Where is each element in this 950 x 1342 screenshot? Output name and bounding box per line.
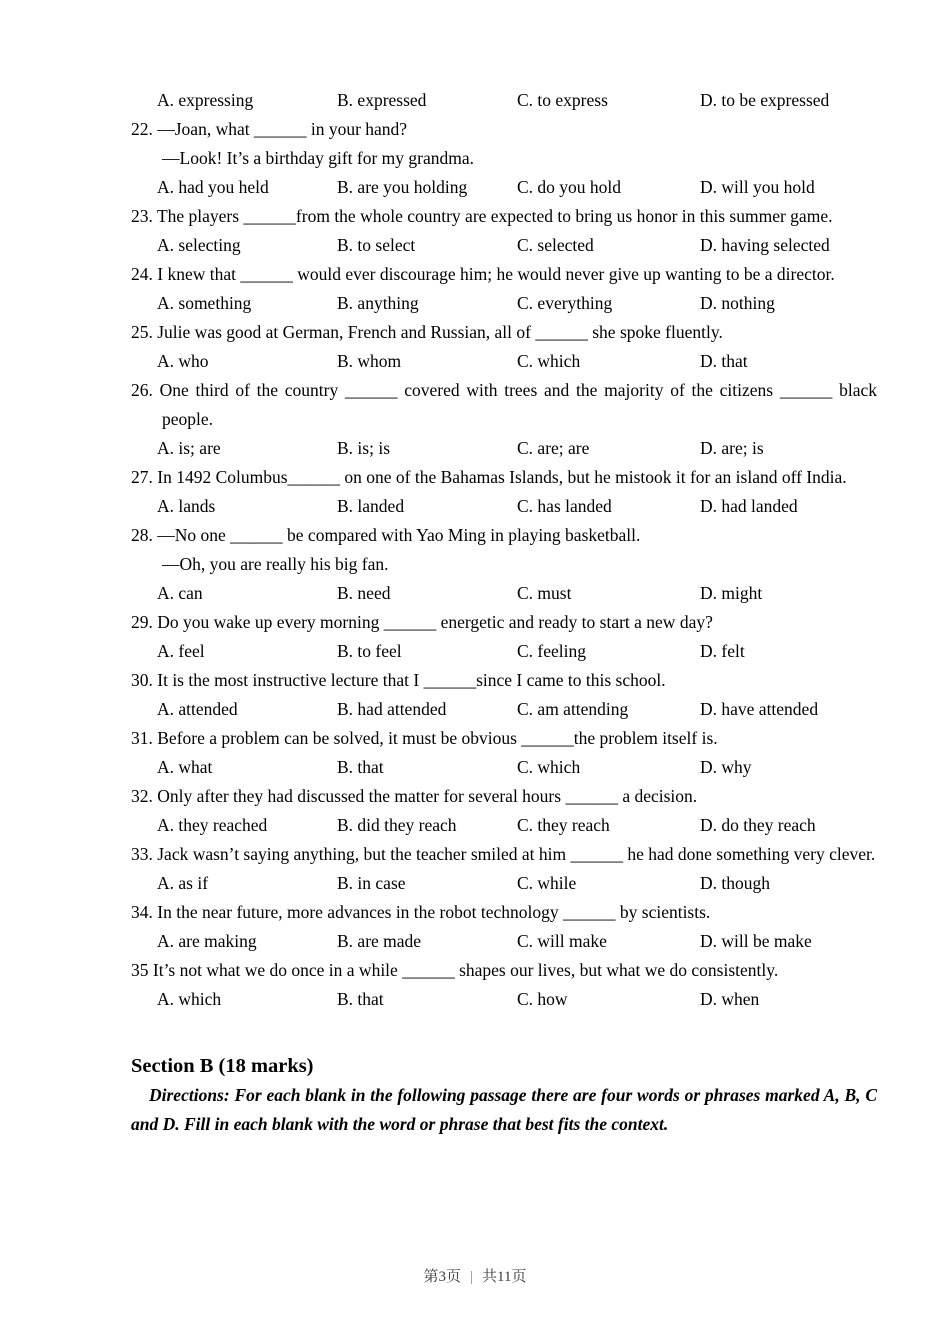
- question-number: 26.: [131, 380, 153, 400]
- question-number: 31.: [131, 728, 153, 748]
- stem-line: It is the most instructive lecture that I ______since I came to this school.: [157, 670, 666, 690]
- stem-line: In the near future, more advances in the robot technology ______ by scientists.: [157, 902, 711, 922]
- question-number: 23.: [131, 206, 153, 226]
- option-d: D. though: [700, 873, 770, 893]
- options-row: [157, 869, 877, 898]
- option-d: D. when: [700, 989, 760, 1009]
- option-d: D. to be expressed: [700, 90, 830, 110]
- question-number: 24.: [131, 264, 153, 284]
- question-number: 27.: [131, 467, 153, 487]
- question-number: 34.: [131, 902, 153, 922]
- option-c: C. do you hold: [517, 177, 622, 197]
- option-c: C. to express: [517, 90, 608, 110]
- option-b: B. that: [337, 989, 384, 1009]
- option-a: A. feel: [157, 641, 205, 661]
- option-d: D. do they reach: [700, 815, 816, 835]
- question-number: 30.: [131, 670, 153, 690]
- option-b: B. landed: [337, 496, 405, 516]
- question-stem: [131, 376, 877, 434]
- options-row: [157, 492, 877, 521]
- option-c: C. are; are: [517, 438, 590, 458]
- question-number: 32.: [131, 786, 153, 806]
- stem-line: Jack wasn’t saying anything, but the teacher smiled at him ______ he had done something very clever.: [157, 844, 876, 864]
- question-stem: [131, 521, 877, 579]
- options-row: [157, 811, 877, 840]
- option-b: B. are you holding: [337, 177, 468, 197]
- option-c: C. while: [517, 873, 577, 893]
- question-number: 35: [131, 960, 149, 980]
- question-number: 33.: [131, 844, 153, 864]
- stem-line: —Oh, you are really his big fan.: [162, 554, 389, 574]
- stem-line: Julie was good at German, French and Russian, all of ______ she spoke fluently.: [157, 322, 723, 342]
- option-b: B. need: [337, 583, 391, 603]
- section-b-directions: Directions: For each blank in the following passage there are four words or phrases marked A, B, C and D. Fill in each blank with the word or phrase that best fits the context.: [131, 1085, 877, 1134]
- option-a: A. can: [157, 583, 203, 603]
- question-stem: [131, 115, 877, 173]
- question-stem: [131, 724, 877, 753]
- option-b: B. are made: [337, 931, 422, 951]
- question-stem: [131, 956, 877, 985]
- options-row: [157, 86, 877, 115]
- stem-line: Before a problem can be solved, it must be obvious ______the problem itself is.: [157, 728, 718, 748]
- stem-line: Do you wake up every morning ______ energetic and ready to start a new day?: [157, 612, 713, 632]
- footer-total-pages: 共11页: [482, 1269, 527, 1285]
- option-a: A. who: [157, 351, 209, 371]
- question-stem: [131, 898, 877, 927]
- question-stem: [131, 260, 877, 289]
- page-footer: [0, 1266, 950, 1288]
- options-row: [157, 231, 877, 260]
- option-b: B. had attended: [337, 699, 447, 719]
- option-d: D. will be make: [700, 931, 812, 951]
- stem-line: In 1492 Columbus______ on one of the Bahamas Islands, but he mistook it for an island off India.: [157, 467, 847, 487]
- option-d: D. why: [700, 757, 752, 777]
- option-d: D. have attended: [700, 699, 819, 719]
- question-stem: [131, 463, 877, 492]
- option-b: B. anything: [337, 293, 419, 313]
- option-b: B. to select: [337, 235, 416, 255]
- question-number: 22.: [131, 119, 153, 139]
- stem-line: The players ______from the whole country are expected to bring us honor in this summer game.: [156, 206, 833, 226]
- options-row: [157, 927, 877, 956]
- question-number: 28.: [131, 525, 153, 545]
- option-c: C. selected: [517, 235, 594, 255]
- stem-line: —Joan, what ______ in your hand?: [157, 119, 408, 139]
- option-c: C. feeling: [517, 641, 587, 661]
- footer-separator: |: [470, 1269, 474, 1285]
- stem-line: I knew that ______ would ever discourage him; he would never give up wanting to be a director.: [157, 264, 835, 284]
- option-a: A. as if: [157, 873, 209, 893]
- options-row: [157, 434, 877, 463]
- stem-line: —No one ______ be compared with Yao Ming in playing basketball.: [157, 525, 641, 545]
- question-stem: [131, 666, 877, 695]
- option-a: A. attended: [157, 699, 238, 719]
- question-stem: [131, 840, 877, 869]
- option-c: C. which: [517, 351, 581, 371]
- options-row: [157, 579, 877, 608]
- option-d: D. might: [700, 583, 763, 603]
- option-c: C. has landed: [517, 496, 612, 516]
- options-row: [157, 173, 877, 202]
- option-d: D. will you hold: [700, 177, 815, 197]
- options-row: [157, 289, 877, 318]
- option-b: B. in case: [337, 873, 406, 893]
- option-d: D. felt: [700, 641, 745, 661]
- stem-line: One third of the country ______ covered with trees and the majority of the citizens ______ black people.: [159, 380, 877, 429]
- option-d: D. nothing: [700, 293, 775, 313]
- question-number: 29.: [131, 612, 153, 632]
- option-b: B. whom: [337, 351, 402, 371]
- option-a: A. are making: [157, 931, 257, 951]
- option-b: B. that: [337, 757, 384, 777]
- question-stem: [131, 782, 877, 811]
- option-d: D. are; is: [700, 438, 764, 458]
- option-a: A. expressing: [157, 90, 254, 110]
- stem-line: Only after they had discussed the matter for several hours ______ a decision.: [157, 786, 698, 806]
- option-c: C. how: [517, 989, 568, 1009]
- stem-line: It’s not what we do once in a while ______ shapes our lives, but what we do consistently.: [152, 960, 779, 980]
- stem-line: —Look! It’s a birthday gift for my grandma.: [162, 148, 475, 168]
- option-c: C. which: [517, 757, 581, 777]
- option-c: C. am attending: [517, 699, 629, 719]
- options-row: [157, 347, 877, 376]
- option-a: A. what: [157, 757, 213, 777]
- option-b: B. did they reach: [337, 815, 457, 835]
- option-a: A. which: [157, 989, 222, 1009]
- option-b: B. is; is: [337, 438, 391, 458]
- options-row: [157, 637, 877, 666]
- options-row: [157, 695, 877, 724]
- option-d: D. had landed: [700, 496, 798, 516]
- option-a: A. had you held: [157, 177, 269, 197]
- option-a: A. lands: [157, 496, 216, 516]
- question-stem: [131, 608, 877, 637]
- footer-page-number: 第3页: [423, 1269, 462, 1285]
- option-b: B. expressed: [337, 90, 427, 110]
- questions: [131, 86, 877, 1014]
- options-row: [157, 753, 877, 782]
- option-c: C. will make: [517, 931, 607, 951]
- option-c: C. must: [517, 583, 572, 603]
- question-stem: [131, 318, 877, 347]
- option-d: D. having selected: [700, 235, 830, 255]
- section-b-heading: Section B (18 marks): [131, 1055, 314, 1077]
- option-a: A. is; are: [157, 438, 221, 458]
- options-row: [157, 985, 877, 1014]
- option-c: C. they reach: [517, 815, 610, 835]
- option-c: C. everything: [517, 293, 613, 313]
- question-stem: [131, 202, 877, 231]
- option-b: B. to feel: [337, 641, 402, 661]
- option-d: D. that: [700, 351, 748, 371]
- option-a: A. they reached: [157, 815, 268, 835]
- option-a: A. something: [157, 293, 252, 313]
- option-a: A. selecting: [157, 235, 241, 255]
- question-number: 25.: [131, 322, 153, 342]
